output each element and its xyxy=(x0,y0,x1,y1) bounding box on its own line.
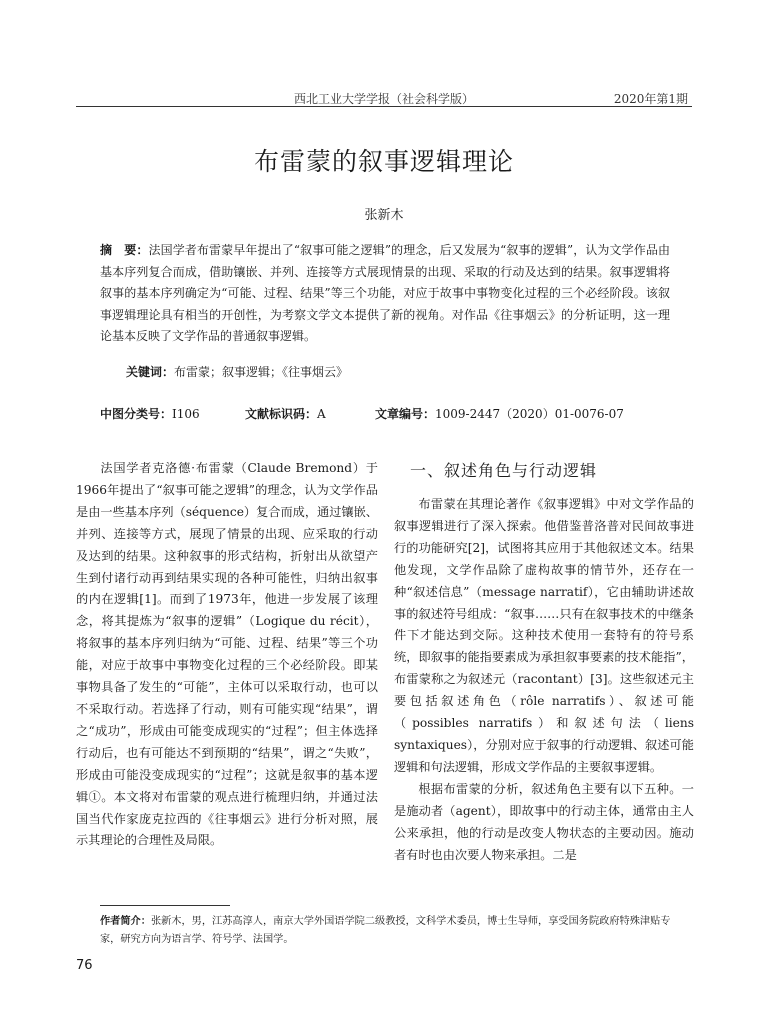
author-footnote xyxy=(100,913,690,949)
article-number-label: 文章编号： xyxy=(375,407,436,421)
intro-paragraph: 法国学者克洛德·布雷蒙（Claude Bremond）于1966年提出了“叙事可能之逻辑”的理念，认为文学作品是由一些基本序列（séquence）复合而成，通过镶嵌、并列、连接等方式，展现了情景的出现、应采取的行动及达到的结果。这种叙事的形式结构，折射出从欲望产生到付诸行动再到结果实现的各种可能性，归纳出叙事的内在逻辑[1]。而到了1973年，他进一步发展了该理念，将其提炼为“叙事的逻辑”（Logique du récit），将叙事的基本序列归纳为“可能、过程、结果”等三个功能，对应于故事中事物变化过程的三个必经阶段。即某事物具备了发生的“可能”，主体可以采取行动，也可以不采取行动。若选择了行动，则有可能实现“结果”，谓之“成功”，形成由可能变成现实的“过程”；但主体选择行动后，也有可能达不到预期的“结果”，谓之“失败”，形成由可能没变成现实的“过程”；这就是叙事的基本逻辑①。本文将对布雷蒙的观点进行梳理归纳，并通过法国当代作家庞克拉西的《往事烟云》进行分析对照，展示其理论的合理性及局限。 xyxy=(76,461,378,848)
section-paragraph-1: 布雷蒙在其理论著作《叙事逻辑》中对文学作品的叙事逻辑进行了深入探索。他借鉴普洛普对民间故事进行的功能研究[2]，试图将其应用于其他叙述文本。结果他发现，文学作品除了虚构故事的情节外，还存在一种“叙述信息”（message narratif），它由辅助讲述故事的叙述符号组成：“叙事……只有在叙事技术的中继条件下才能达到交际。这种技术使用一套特有的符号系统，即叙事的能指要素成为承担叙事要素的技术能指”，布雷蒙称之为叙述元（racontant）[3]。这些叙述元主要包括叙述角色（rôle narratifs）、叙述可能（possibles narratifs）和叙述句法（liens syntaxiques），分别对应于叙事的行动逻辑、叙述可能逻辑和句法逻辑，形成文学作品的主要叙事逻辑。 xyxy=(394,497,694,774)
issue-label: 2020年第1期 xyxy=(613,92,688,106)
clc-label: 中图分类号： xyxy=(100,407,173,421)
footnote-rule xyxy=(100,905,230,906)
journal-name: 西北工业大学学报（社会科学版） xyxy=(293,92,474,106)
page-number: 76 xyxy=(76,958,93,973)
footnote-label: 作者简介： xyxy=(100,916,151,927)
section-heading: 一、叙述角色与行动逻辑 xyxy=(410,461,598,480)
keywords-label: 关键词： xyxy=(126,365,175,379)
keywords-text: 布雷蒙；叙事逻辑；《往事烟云》 xyxy=(174,365,349,379)
clc-value: I106 xyxy=(172,407,200,421)
keywords xyxy=(126,363,686,380)
doc-code-value: A xyxy=(317,407,326,421)
section-paragraph-2: 根据布雷蒙的分析，叙述角色主要有以下五种。一是施动者（agent），即故事中的行动主体，通常由主人公来承担，他的行动是改变人物状态的主要动因。施动者有时也由次要人物来承担。二是 xyxy=(394,781,694,862)
article-title: 布雷蒙的叙事逻辑理论 xyxy=(253,147,514,176)
article-number-value: 1009-2447（2020）01-0076-07 xyxy=(435,407,624,421)
author-name: 张新木 xyxy=(364,208,404,223)
classification-line xyxy=(100,405,690,422)
footnote-text: 张新木，男，江苏高淳人，南京大学外国语学院二级教授，文科学术委员，博士生导师，享受国务院政府特殊津贴专家，研究方向为语言学、符号学、法国学。 xyxy=(100,916,671,945)
body-right-column xyxy=(394,494,694,866)
abstract xyxy=(100,240,670,348)
abstract-text: 法国学者布雷蒙早年提出了“叙事可能之逻辑”的理念，后又发展为“叙事的逻辑”，认为文学作品由基本序列复合而成，借助镶嵌、并列、连接等方式展现情景的出现、采取的行动及达到的结果。叙事逻辑将叙事的基本序列确定为“可能、过程、结果”等三个功能，对应于故事中事物变化过程的三个必经阶段。该叙事逻辑理论具有相当的开创性，为考察文学文本提供了新的视角。对作品《往事烟云》的分析证明，这一理论基本反映了文学作品的普通叙事逻辑。 xyxy=(100,243,670,343)
abstract-label: 摘 要： xyxy=(100,243,149,257)
doc-code-label: 文献标识码： xyxy=(245,407,318,421)
header-rule xyxy=(76,106,692,107)
body-left-column xyxy=(76,458,378,852)
